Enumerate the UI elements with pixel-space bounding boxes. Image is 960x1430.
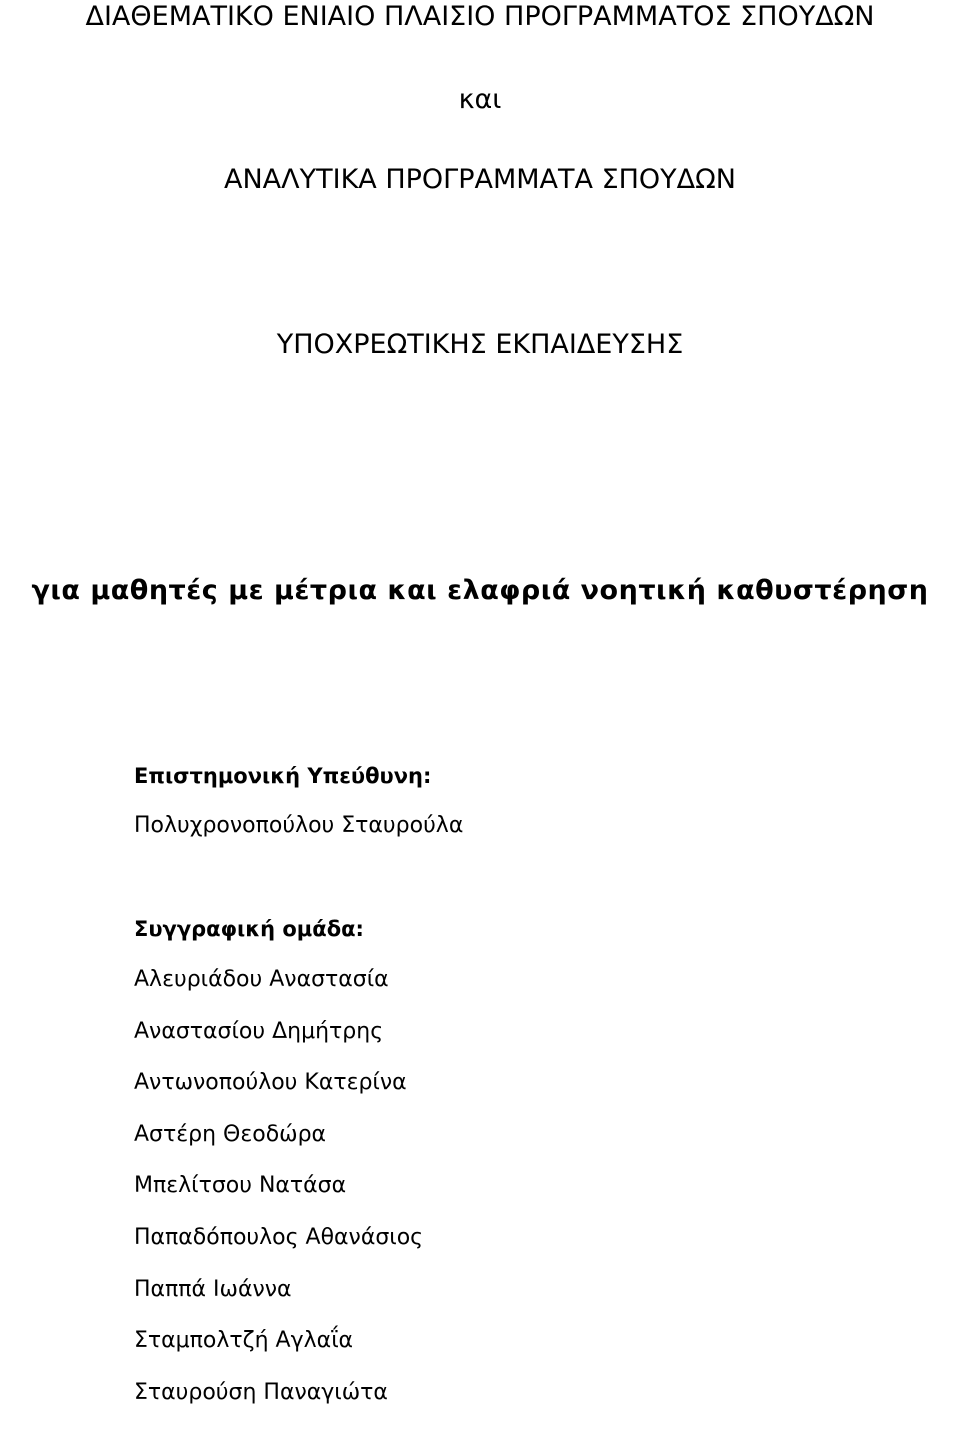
team-member: Αναστασίου Δημήτρης [134, 1018, 384, 1044]
writing-team-label: Συγγραφική ομάδα: [134, 917, 364, 941]
scientific-lead-name: Πολυχρονοπούλου Σταυρούλα [134, 813, 464, 838]
title-compulsory-education: ΥΠΟΧΡΕΩΤΙΚΗΣ ΕΚΠΑΙΔΕΥΣΗΣ [276, 329, 684, 360]
team-member: Αστέρη Θεοδώρα [134, 1121, 327, 1147]
team-member: Σταμπολτζή Αγλαΐα [134, 1328, 354, 1354]
document-title: ΔΙΑΘΕΜΑΤΙΚΟ ΕΝΙΑΙΟ ΠΛΑΙΣΙΟ ΠΡΟΓΡΑΜΜΑΤΟΣ ΣΠΟΥΔΩΝ [85, 1, 875, 32]
team-member: Μπελίτσου Νατάσα [134, 1173, 347, 1199]
team-member: Αντωνοπούλου Κατερίνα [134, 1070, 407, 1096]
title-conjunction: και [458, 84, 502, 115]
scientific-lead-label: Επιστημονική Υπεύθυνη: [134, 764, 432, 788]
team-member: Παπαδόπουλος Αθανάσιος [134, 1224, 424, 1250]
team-member: Σταυρούση Παναγιώτα [134, 1379, 388, 1405]
title-analytical-programs: ΑΝΑΛΥΤΙΚΑ ΠΡΟΓΡΑΜΜΑΤΑ ΣΠΟΥΔΩΝ [224, 164, 736, 195]
team-member: Παππά Ιωάννα [134, 1276, 292, 1302]
team-member: Αλευριάδου Αναστασία [134, 967, 389, 992]
document-subtitle: για μαθητές με μέτρια και ελαφριά νοητική καθυστέρηση [31, 575, 929, 606]
writing-team-list [134, 966, 423, 1430]
